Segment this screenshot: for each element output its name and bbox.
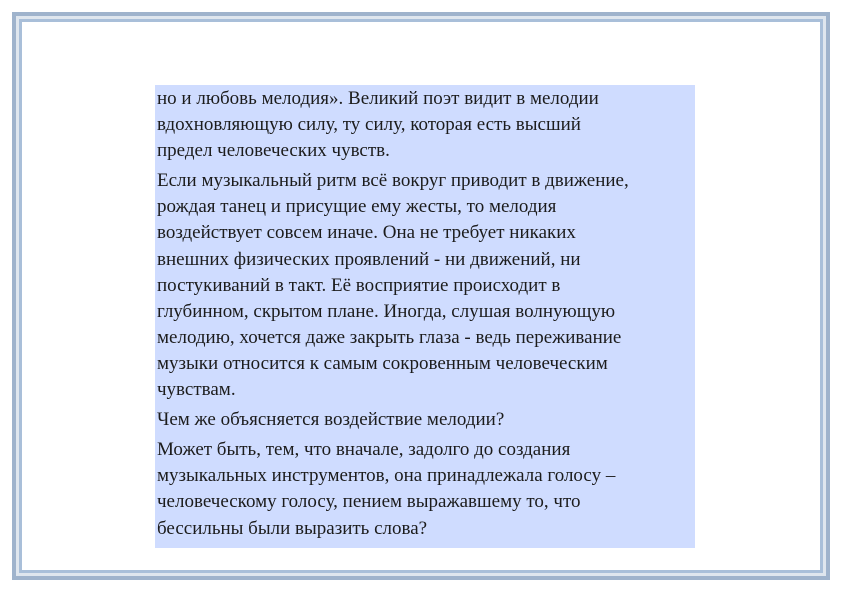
paragraph-4: Может быть, тем, что вначале, задолго до создания музыкальных инструментов, она принадлежала голосу – человеческому голосу, пением выражавшему то, что бессильны были выразить слова? [157, 439, 616, 539]
paragraph-3: Чем же объясняется воздействие мелодии? [157, 409, 505, 431]
text-block [155, 85, 695, 548]
paragraph-1: но и любовь мелодия». Великий поэт видит в мелодии вдохновляющую силу, ту силу, которая есть высший предел человеческих чувств. [157, 88, 599, 162]
paragraph-2: Если музыкальный ритм всё вокруг приводит в движение, рождая танец и присущие ему жесты, то мелодия воздействует совсем иначе. Она не требует никаких внешних физических проявлений - ни движений, ни постукиваний в такт. Её восприятие происходит в глубинном, скрытом плане. Иногда, слушая волнующую мелодию, хочется даже закрыть глаза - ведь переживание музыки относится к самым сокровенным человеческим чувствам. [157, 170, 629, 401]
